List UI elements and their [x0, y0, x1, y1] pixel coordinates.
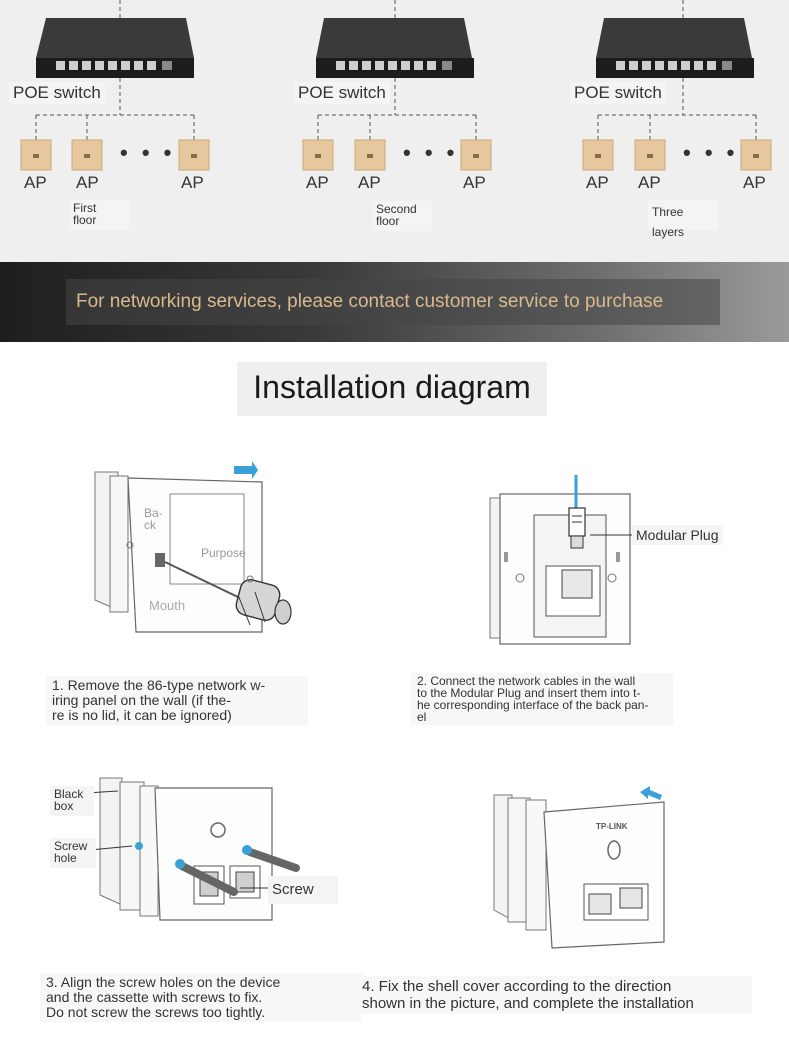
poe-switch-label: POE switch: [570, 82, 666, 104]
more-aps-ellipsis: • • •: [683, 140, 739, 165]
floor-label-third: Three layers: [648, 200, 718, 230]
step1-illustration: [95, 461, 291, 632]
step-1-caption: 1. Remove the 86-type network w- iring panel on the wall (if the- re is no lid, it can be ignored): [46, 676, 308, 725]
mouth-callout: Mouth: [149, 598, 186, 613]
ap-label: AP: [181, 173, 204, 192]
ap-label: AP: [463, 173, 486, 192]
ap-label: AP: [24, 173, 47, 192]
step3-illustration: [86, 778, 296, 920]
ap-label: AP: [76, 173, 99, 192]
floor-label-second: Second floor: [372, 201, 432, 231]
ap-label: AP: [743, 173, 766, 192]
ap-label: AP: [586, 173, 609, 192]
step-3-caption: 3. Align the screw holes on the device and the cassette with screws to fix. Do not screw the screws too tightly.: [40, 973, 362, 1022]
direction-arrow-icon: [234, 461, 258, 479]
ap-label: AP: [306, 173, 329, 192]
banner-text: For networking services, please contact customer service to purchase: [66, 279, 720, 325]
ap-label: AP: [638, 173, 661, 192]
ap-label: AP: [358, 173, 381, 192]
poe-switch-label: POE switch: [294, 82, 390, 104]
back-callout: Ba- ck: [144, 506, 163, 532]
installation-title: Installation diagram: [237, 362, 547, 416]
step-2-caption: 2. Connect the network cables in the wall to the Modular Plug and insert them into t- he corresponding interface of the back pan- el: [411, 673, 673, 725]
screw-hole-callout: Screw hole: [50, 838, 96, 868]
poe-switch-label: POE switch: [9, 82, 105, 104]
screw-callout: Screw: [268, 876, 338, 904]
black-box-callout: Black box: [50, 786, 94, 816]
purpose-callout: Purpose: [201, 546, 246, 560]
tp-link-logo: TP-LINK: [596, 822, 628, 831]
floor-label-first: First floor: [69, 200, 129, 230]
more-aps-ellipsis: • • •: [120, 140, 176, 165]
step4-illustration: [494, 786, 664, 948]
step2-illustration: [490, 475, 632, 644]
direction-arrow-icon: [640, 786, 662, 800]
modular-plug-callout: Modular Plug: [632, 525, 723, 545]
step-4-caption: 4. Fix the shell cover according to the direction shown in the picture, and complete the installation: [356, 976, 752, 1014]
more-aps-ellipsis: • • •: [403, 140, 459, 165]
